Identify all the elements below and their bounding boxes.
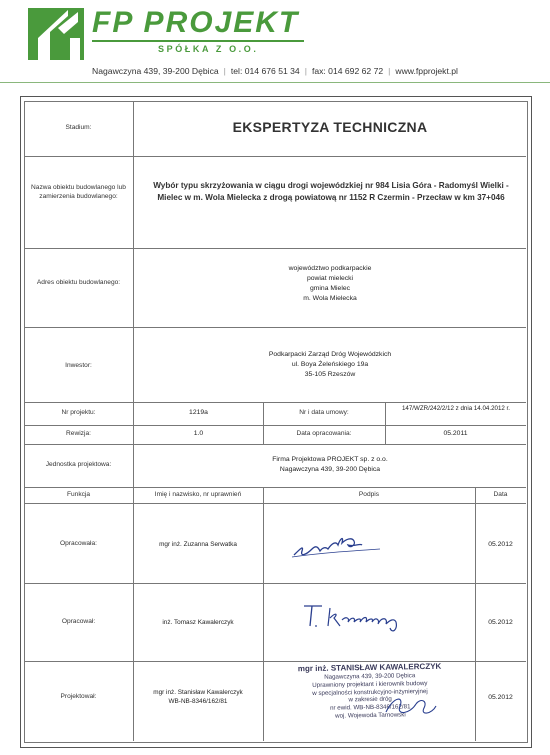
column-divider — [475, 487, 476, 741]
stamp-line: Nagawczyna 439, 39-200 Dębica — [324, 672, 416, 681]
address-label: Adres obiektu budowlanego: — [36, 279, 121, 286]
signature-t-kawalerczyk — [300, 600, 420, 636]
row-divider — [24, 487, 526, 488]
signature-row-date: 05.2012 — [488, 541, 513, 548]
col-date-header: Data — [493, 491, 508, 498]
column-divider — [133, 101, 134, 741]
signature-row-name: mgr inż. Zuzanna Serwatka — [159, 541, 237, 548]
address-line: województwo podkarpackie — [288, 265, 372, 272]
project-number-value: 1219a — [189, 409, 208, 416]
object-name-value: Wybór typu skrzyżowania w ciągu drogi wojewódzkiej nr 984 Lisia Góra - Radomyśl Wielki - Mielec w m. Wola Mielecka z drogą powiatową nr 1152 R Czermin - Przecław w km 37+046 — [153, 181, 509, 203]
investor-line: 35-105 Rzeszów — [304, 370, 356, 378]
contact-line: Nagawczyna 439, 39-200 Dębica | tel: 014 676 51 34 | fax: 014 692 62 72 | www.fpprojekt.pl — [92, 66, 458, 76]
date-label: Data opracowania: — [296, 430, 352, 437]
company-address: Nagawczyna 439, 39-200 Dębica — [92, 66, 219, 76]
col-name-header: Imię i nazwisko, nr uprawnień — [154, 491, 242, 498]
signature-row-date: 05.2012 — [488, 694, 513, 701]
signature-row-name — [133, 688, 263, 707]
company-subtitle: SPÓŁKA Z O.O. — [158, 44, 259, 54]
designer-license: WB-NB-8346/162/81 — [168, 698, 228, 706]
row-divider — [24, 327, 526, 328]
investor-line: ul. Boya Żeleńskiego 19a — [291, 360, 369, 368]
contract-label: Nr i data umowy: — [299, 409, 349, 416]
contract-value: 147/WZR/242/2/12 z dnia 14.04.2012 r. — [401, 405, 510, 412]
stamp-line: w specjalności konstrukcyjno-inżynieryjnej — [312, 687, 428, 697]
stamp-line: w zakresie dróg — [348, 695, 392, 704]
designer-name: mgr inż. Stanisław Kawalerczyk — [153, 689, 243, 696]
company-website[interactable]: www.fpprojekt.pl — [395, 66, 458, 76]
project-number-label: Nr projektu: — [61, 409, 96, 416]
design-unit-value — [134, 455, 526, 475]
design-unit-label: Jednostka projektowa: — [45, 461, 112, 468]
address-line: gmina Mielec — [309, 284, 351, 292]
stamp-line: nr ewid. WB-NB-8346/162/81 — [329, 703, 411, 712]
company-name: FP PROJEKT — [92, 6, 300, 39]
row-divider — [24, 583, 526, 584]
col-function-header: Funkcja — [66, 491, 91, 498]
revision-label: Rewizja: — [66, 430, 91, 437]
investor-line: Podkarpacki Zarząd Dróg Wojewódzkich — [268, 351, 392, 358]
investor-label: Inwestor: — [65, 362, 92, 369]
col-signature-header: Podpis — [358, 491, 380, 498]
address-line: powiat mielecki — [306, 274, 354, 282]
company-tel: tel: 014 676 51 34 — [230, 66, 300, 76]
row-divider — [24, 402, 526, 403]
stage-label: Stadium: — [65, 124, 92, 131]
row-divider — [24, 444, 526, 445]
company-fax: fax: 014 692 62 72 — [311, 66, 384, 76]
company-logo — [28, 8, 84, 60]
design-unit-line: Nagawczyna 439, 39-200 Dębica — [279, 465, 381, 473]
stamp-line: mgr inż. STANISŁAW KAWALERCZYK — [297, 661, 442, 674]
signature-row-function: Projektował: — [60, 693, 97, 700]
signature-row-name: inż. Tomasz Kawalerczyk — [162, 619, 234, 626]
investor-value — [134, 350, 526, 380]
brand-underline — [92, 40, 304, 42]
header-divider — [0, 82, 550, 83]
date-value: 05.2011 — [443, 430, 468, 437]
stamp-line: woj. Wojewoda Tarnowski — [335, 711, 406, 720]
row-divider — [24, 425, 526, 426]
signature-row-date: 05.2012 — [488, 619, 513, 626]
design-unit-line: Firma Projektowa PROJEKT sp. z o.o. — [272, 456, 388, 463]
signature-s-kawalerczyk — [380, 690, 440, 724]
designer-stamp — [270, 661, 471, 721]
column-divider — [263, 487, 264, 741]
address-value — [134, 264, 526, 303]
row-divider — [24, 503, 526, 504]
stamp-line: Uprawniony projektant i kierownik budowy — [312, 679, 428, 689]
object-name-label: Nazwa obiektu budowlanego lub zamierzenia budowlanego: — [31, 184, 126, 200]
row-divider — [24, 248, 526, 249]
signature-row-function: Opracował: — [61, 618, 96, 625]
signature-row-function: Opracowała: — [59, 540, 98, 547]
document-title: EKSPERTYZA TECHNICZNA — [232, 119, 428, 135]
row-divider — [24, 156, 526, 157]
revision-value: 1.0 — [193, 430, 204, 437]
signature-serwatka — [290, 525, 400, 565]
address-line: m. Wola Mielecka — [303, 294, 357, 302]
